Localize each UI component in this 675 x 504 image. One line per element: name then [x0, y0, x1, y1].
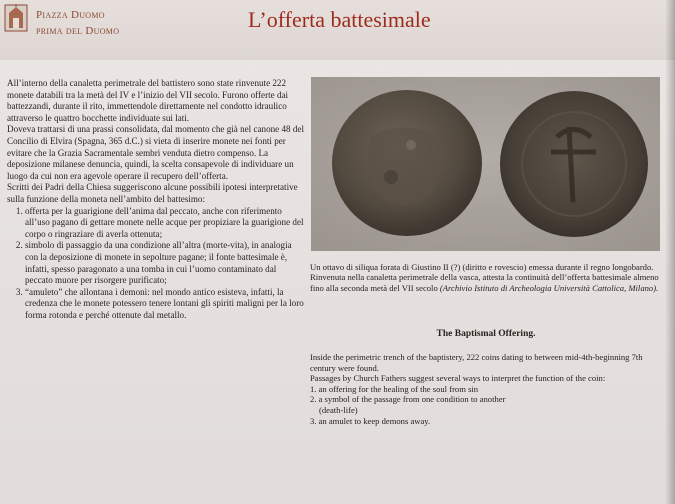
coin-obverse	[332, 90, 482, 236]
coin-reverse	[500, 91, 648, 237]
museum-logo-icon	[4, 4, 28, 32]
supertitle-line1: Piazza Duomo	[36, 9, 105, 21]
italian-list	[7, 206, 305, 322]
english-list-item: 1. an offering for the healing of the soul from sin	[310, 383, 479, 394]
english-text	[310, 352, 660, 426]
italian-paragraph-2: Doveva trattarsi di una prassi consolidata, dal momento che già nel canone 48 del Concilio di Elvira (Spagna, 365 d.C.) si vieta di inserire monete nei fonti per evitare che la Grazia Sacramentale sembri venduta dietro compenso. La deposizione milanese denuncia, quindi, la scelta consapevole di individuare un luogo da cui non era agevole operare il recupero dell’offerta.	[7, 124, 304, 181]
english-list-item: 2. a symbol of the passage from one condition to another	[310, 394, 506, 405]
coin-photo	[311, 77, 660, 251]
page-title: L’offerta battesimale	[248, 7, 431, 32]
caption-source: (Archivio Istituto di Archeologia Università Cattolica, Milano).	[439, 282, 659, 293]
english-title: The Baptismal Offering.	[436, 329, 536, 339]
caption-text: Un ottavo di siliqua forata di Giustino II (?) (diritto e rovescio) emessa durante il regno longobardo. Rinvenuta nella canaletta perimetrale della vasca, attesta la continuità dell’offerta battesimale almeno fino alla seconda metà del VII secolo	[310, 262, 659, 293]
italian-list-item: 2. simbolo di passaggio da una condizione all’altra (morte-vita), in analogia con la deposizione di monete in sepolture pagane; il fonte battesimale è, infatti, spesso paragonato a una tomba in cui l’uomo contaminato dal peccato muore per risorgere purificato;	[25, 240, 305, 286]
italian-paragraph-3: Scritti dei Padri della Chiesa suggeriscono alcune possibili ipotesi interpretative sulla funzione della moneta nell’ambito del battesimo:	[7, 182, 298, 204]
panel-edge-shadow	[665, 0, 675, 504]
italian-list-item: 1. offerta per la guarigione dell’anima dal peccato, anche con riferimento all’uso pagano di gettare monete nelle acque per propiziare la guarigione del corpo o ringraziare di averla ottenuta;	[25, 206, 305, 241]
english-paragraph-1: Inside the perimetric trench of the baptistery, 222 coins dating to between mid-4th-beginning 7th century were found.	[310, 352, 643, 373]
supertitle-line2: prima del Duomo	[36, 25, 120, 37]
italian-list-item: 3. “amuleto” che allontana i demoni: nel mondo antico esisteva, infatti, la credenza che le monete potessero tenere lontani gli spiriti maligni per la loro forma rotonda e perché ottenute dal metallo.	[25, 287, 305, 322]
italian-paragraph-1: All’interno della canaletta perimetrale del battistero sono state rinvenute 222 monete databili tra la metà del IV e l’inizio del VII secolo. Furono offerte dai battezzandi, durante il rito, immettendole direttamente nel condotto idraulico attraverso le quattro bocchette individuate sui lati.	[7, 78, 289, 123]
english-list-item: (death-life)	[319, 404, 358, 415]
photo-caption	[310, 262, 662, 293]
english-paragraph-2: Passages by Church Fathers suggest several ways to interpret the function of the coin:	[310, 373, 606, 384]
italian-text	[7, 78, 305, 321]
english-list-item: 3. an amulet to keep demons away.	[310, 415, 431, 426]
